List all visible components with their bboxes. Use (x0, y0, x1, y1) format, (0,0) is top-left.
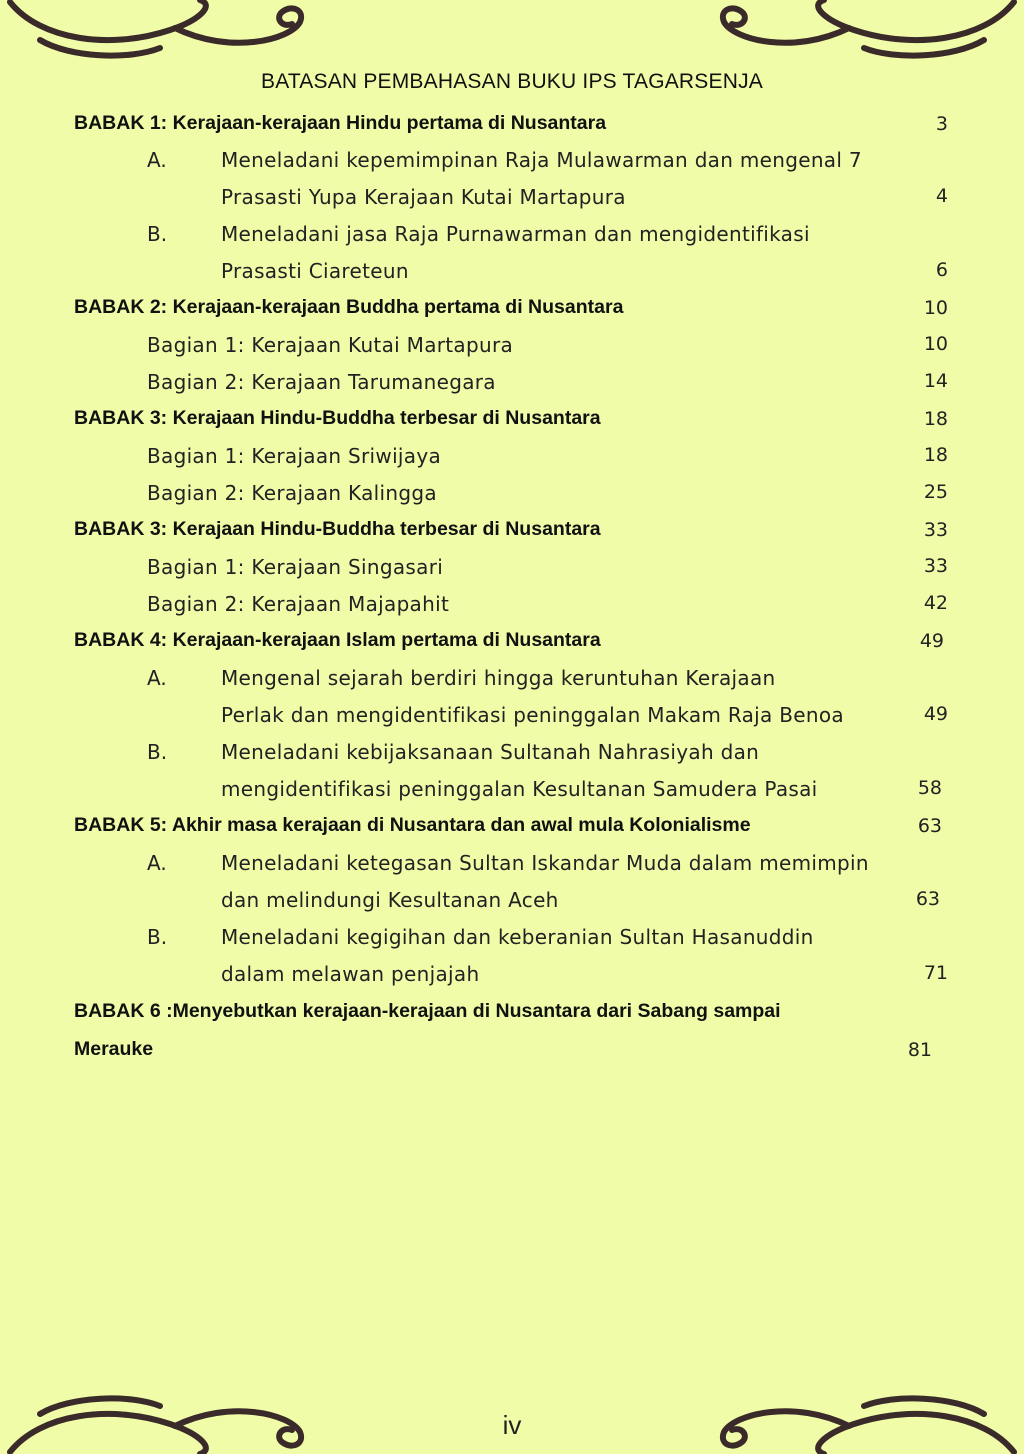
toc-entry-label: Meneladani kegigihan dan keberanian Sultan Hasanuddin (221, 925, 814, 949)
toc-entry-label: Meneladani kepemimpinan Raja Mulawarman dan mengenal 7 (221, 148, 862, 172)
toc-entry-label: BABAK 3: Kerajaan Hindu-Buddha terbesar di Nusantara (74, 407, 601, 429)
toc-chapter-row (0, 518, 1024, 554)
toc-entry-row (0, 148, 1024, 184)
toc-chapter-row (0, 407, 1024, 443)
toc-entry-label: Perlak dan mengidentifikasi peninggalan Makam Raja Benoa (221, 703, 844, 727)
toc-page-number: 49 (923, 703, 948, 725)
toc-entry-letter: B. (147, 925, 168, 949)
toc-entry-label: mengidentifikasi peninggalan Kesultanan Samudera Pasai (221, 777, 818, 801)
toc-entry-row (0, 666, 1024, 702)
toc-page-number: 63 (915, 888, 940, 910)
toc-entry-row (0, 259, 1024, 295)
toc-chapter-row (0, 1000, 1024, 1036)
corner-ornament-icon (704, 0, 1024, 60)
toc-page-number: 18 (923, 408, 948, 430)
toc-entry-label: Bagian 1: Kerajaan Sriwijaya (147, 444, 442, 468)
toc-entry-row (0, 481, 1024, 517)
toc-entry-label: BABAK 2: Kerajaan-kerajaan Buddha pertama di Nusantara (74, 296, 624, 318)
toc-chapter-row (0, 814, 1024, 850)
page-number: iv (502, 1410, 522, 1440)
toc-entry-label: BABAK 5: Akhir masa kerajaan di Nusantara dan awal mula Kolonialisme (74, 814, 751, 836)
toc-page-number: 33 (923, 519, 948, 541)
toc-page-number: 49 (919, 630, 944, 652)
toc-entry-row (0, 444, 1024, 480)
toc-page-number: 81 (907, 1039, 932, 1061)
toc-entry-label: Meneladani kebijaksanaan Sultanah Nahrasiyah dan (221, 740, 760, 764)
toc-entry-label: Meneladani ketegasan Sultan Iskandar Muda dalam memimpin (221, 851, 869, 875)
toc-entry-label: Meneladani jasa Raja Purnawarman dan mengidentifikasi (221, 222, 810, 246)
toc-entry-label: Bagian 1: Kerajaan Kutai Martapura (147, 333, 514, 357)
toc-entry-row (0, 888, 1024, 924)
toc-entry-label: Bagian 2: Kerajaan Majapahit (147, 592, 450, 616)
toc-entry-letter: A. (147, 666, 167, 690)
toc-chapter-row (0, 112, 1024, 148)
toc-entry-row (0, 925, 1024, 961)
toc-entry-label: dan melindungi Kesultanan Aceh (221, 888, 559, 912)
toc-entry-row (0, 777, 1024, 813)
toc-entry-letter: B. (147, 222, 168, 246)
toc-page-number: 71 (923, 962, 948, 984)
toc-entry-row (0, 222, 1024, 258)
toc-entry-row (0, 740, 1024, 776)
toc-entry-label: BABAK 6 :Menyebutkan kerajaan-kerajaan di Nusantara dari Sabang sampai (74, 1000, 781, 1022)
toc-entry-label: Bagian 1: Kerajaan Singasari (147, 555, 444, 579)
toc-entry-label: BABAK 1: Kerajaan-kerajaan Hindu pertama di Nusantara (74, 112, 607, 134)
toc-page-number: 3 (935, 113, 948, 135)
toc-entry-row (0, 851, 1024, 887)
toc-page-number: 10 (923, 297, 948, 319)
toc-page-number: 4 (935, 185, 948, 207)
toc-entry-row (0, 555, 1024, 591)
toc-page-number: 18 (923, 444, 948, 466)
toc-page-number: 14 (923, 370, 948, 392)
toc-entry-label: Bagian 2: Kerajaan Tarumanegara (147, 370, 496, 394)
toc-entry-letter: A. (147, 148, 167, 172)
toc-chapter-row (0, 1038, 1024, 1074)
corner-ornament-icon (0, 0, 320, 60)
toc-entry-row (0, 333, 1024, 369)
toc-entry-label: Mengenal sejarah berdiri hingga keruntuhan Kerajaan (221, 666, 776, 690)
toc-entry-label: BABAK 3: Kerajaan Hindu-Buddha terbesar di Nusantara (74, 518, 601, 540)
toc-entry-label: Prasasti Yupa Kerajaan Kutai Martapura (221, 185, 626, 209)
toc-entry-label: BABAK 4: Kerajaan-kerajaan Islam pertama di Nusantara (74, 629, 601, 651)
toc-entry-row (0, 703, 1024, 739)
toc-entry-letter: B. (147, 740, 168, 764)
toc-entry-label: Prasasti Ciareteun (221, 259, 409, 283)
toc-entry-row (0, 370, 1024, 406)
toc-chapter-row (0, 629, 1024, 665)
toc-page-number: 58 (917, 777, 942, 799)
toc-entry-row (0, 592, 1024, 628)
toc-page-number: 42 (923, 592, 948, 614)
toc-entry-label: dalam melawan penjajah (221, 962, 480, 986)
toc-chapter-row (0, 296, 1024, 332)
page-title: BATASAN PEMBAHASAN BUKU IPS TAGARSENJA (260, 70, 763, 93)
toc-page-number: 63 (917, 815, 942, 837)
toc-entry-row (0, 962, 1024, 998)
toc-entry-letter: A. (147, 851, 167, 875)
toc-page-number: 25 (923, 481, 948, 503)
toc-page-number: 10 (923, 333, 948, 355)
toc-page-number: 33 (923, 555, 948, 577)
toc-page-number: 6 (935, 259, 948, 281)
toc-entry-row (0, 185, 1024, 221)
toc-entry-label: Merauke (74, 1038, 154, 1060)
toc-entry-label: Bagian 2: Kerajaan Kalingga (147, 481, 437, 505)
